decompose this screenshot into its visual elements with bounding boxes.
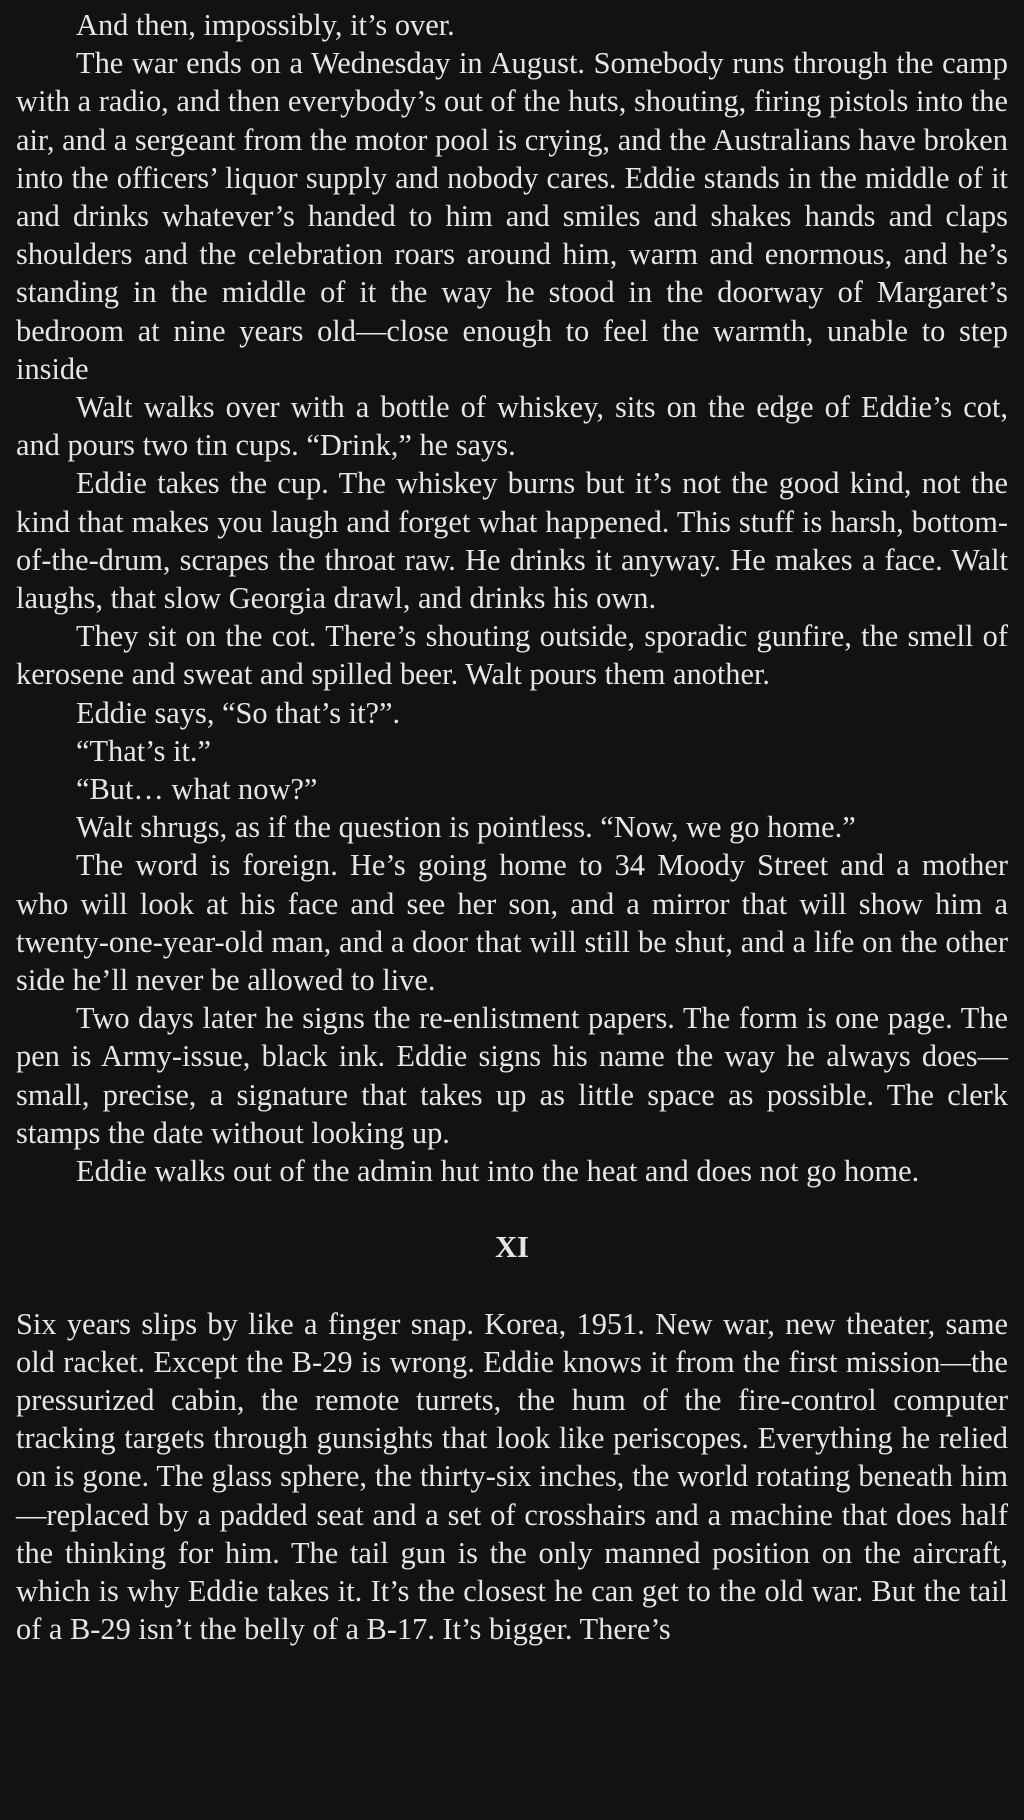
paragraph: Eddie says, “So that’s it?”. [76, 695, 401, 730]
paragraph: The war ends on a Wednesday in August. Somebody runs through the camp with a radio, and then everybody’s out of the huts, shouting, firing pistols into the air, and a sergeant from the motor pool is crying, and the Australians have broken into the officers’ liquor supply and nobody cares. Eddie stands in the middle of it and drinks whatever’s handed to him and smiles and shakes hands and claps shoulders and the celebration roars around him, warm and enormous, and he’s standing in the middle of it the way he stood in the doorway of Margaret’s bedroom at nine years old—close enough to feel the warmth, unable to step inside [16, 46, 1008, 386]
paragraph: “But… what now?” [76, 772, 318, 807]
paragraph: And then, impossibly, it’s over. [76, 8, 455, 42]
paragraph: Walt walks over with a bottle of whiskey, sits on the edge of Eddie’s cot, and pours two tin cups. “Drink,” he says. [16, 390, 1008, 463]
paragraph: Walt shrugs, as if the question is pointless. “Now, we go home.” [76, 810, 856, 845]
section-before-chapter [16, 6, 1008, 1190]
paragraph: “That’s it.” [76, 733, 212, 768]
paragraph: The word is foreign. He’s going home to 34 Moody Street and a mother who will look at his face and see her son, and a mirror that will show him a twenty-one-year-old man, and a door that will still be shut, and a life on the other side he’ll never be allowed to live. [16, 848, 1008, 998]
paragraph: Six years slips by like a finger snap. Korea, 1951. New war, new theater, same old racket. Except the B-29 is wrong. Eddie knows it from the first mission—the pressurized cabin, the remote turrets, the hum of the fire-control computer tracking targets through gunsights that look like periscopes. Everything he relied on is gone. The glass sphere, the thirty-six inches, the world rotating beneath him—replaced by a padded seat and a set of crosshairs and a machine that does half the thinking for him. The tail gun is the only manned position on the aircraft, which is why Eddie takes it. It’s the closest he can get to the old war. But the tail of a B-29 isn’t the belly of a B-17. It’s bigger. There’s [16, 1306, 1008, 1647]
paragraph: Eddie takes the cup. The whiskey burns but it’s not the good kind, not the kind that makes you laugh and forget what happened. This stuff is harsh, bottom-of-the-drum, scrapes the throat raw. He drinks it anyway. He makes a face. Walt laughs, that slow Georgia drawl, and drinks his own. [16, 466, 1008, 616]
section-after-chapter [16, 1305, 1008, 1649]
reader-page [16, 6, 1008, 1648]
paragraph: They sit on the cot. There’s shouting outside, sporadic gunfire, the smell of kerosene and sweat and spilled beer. Walt pours them another. [16, 619, 1008, 692]
paragraph: Eddie walks out of the admin hut into the heat and does not go home. [76, 1154, 920, 1189]
paragraph: Two days later he signs the re-enlistment papers. The form is one page. The pen is Army-issue, black ink. Eddie signs his name the way he always does—small, precise, a signature that takes up as little space as possible. The clerk stamps the date without looking up. [16, 1001, 1008, 1150]
chapter-heading: XI [495, 1230, 529, 1265]
